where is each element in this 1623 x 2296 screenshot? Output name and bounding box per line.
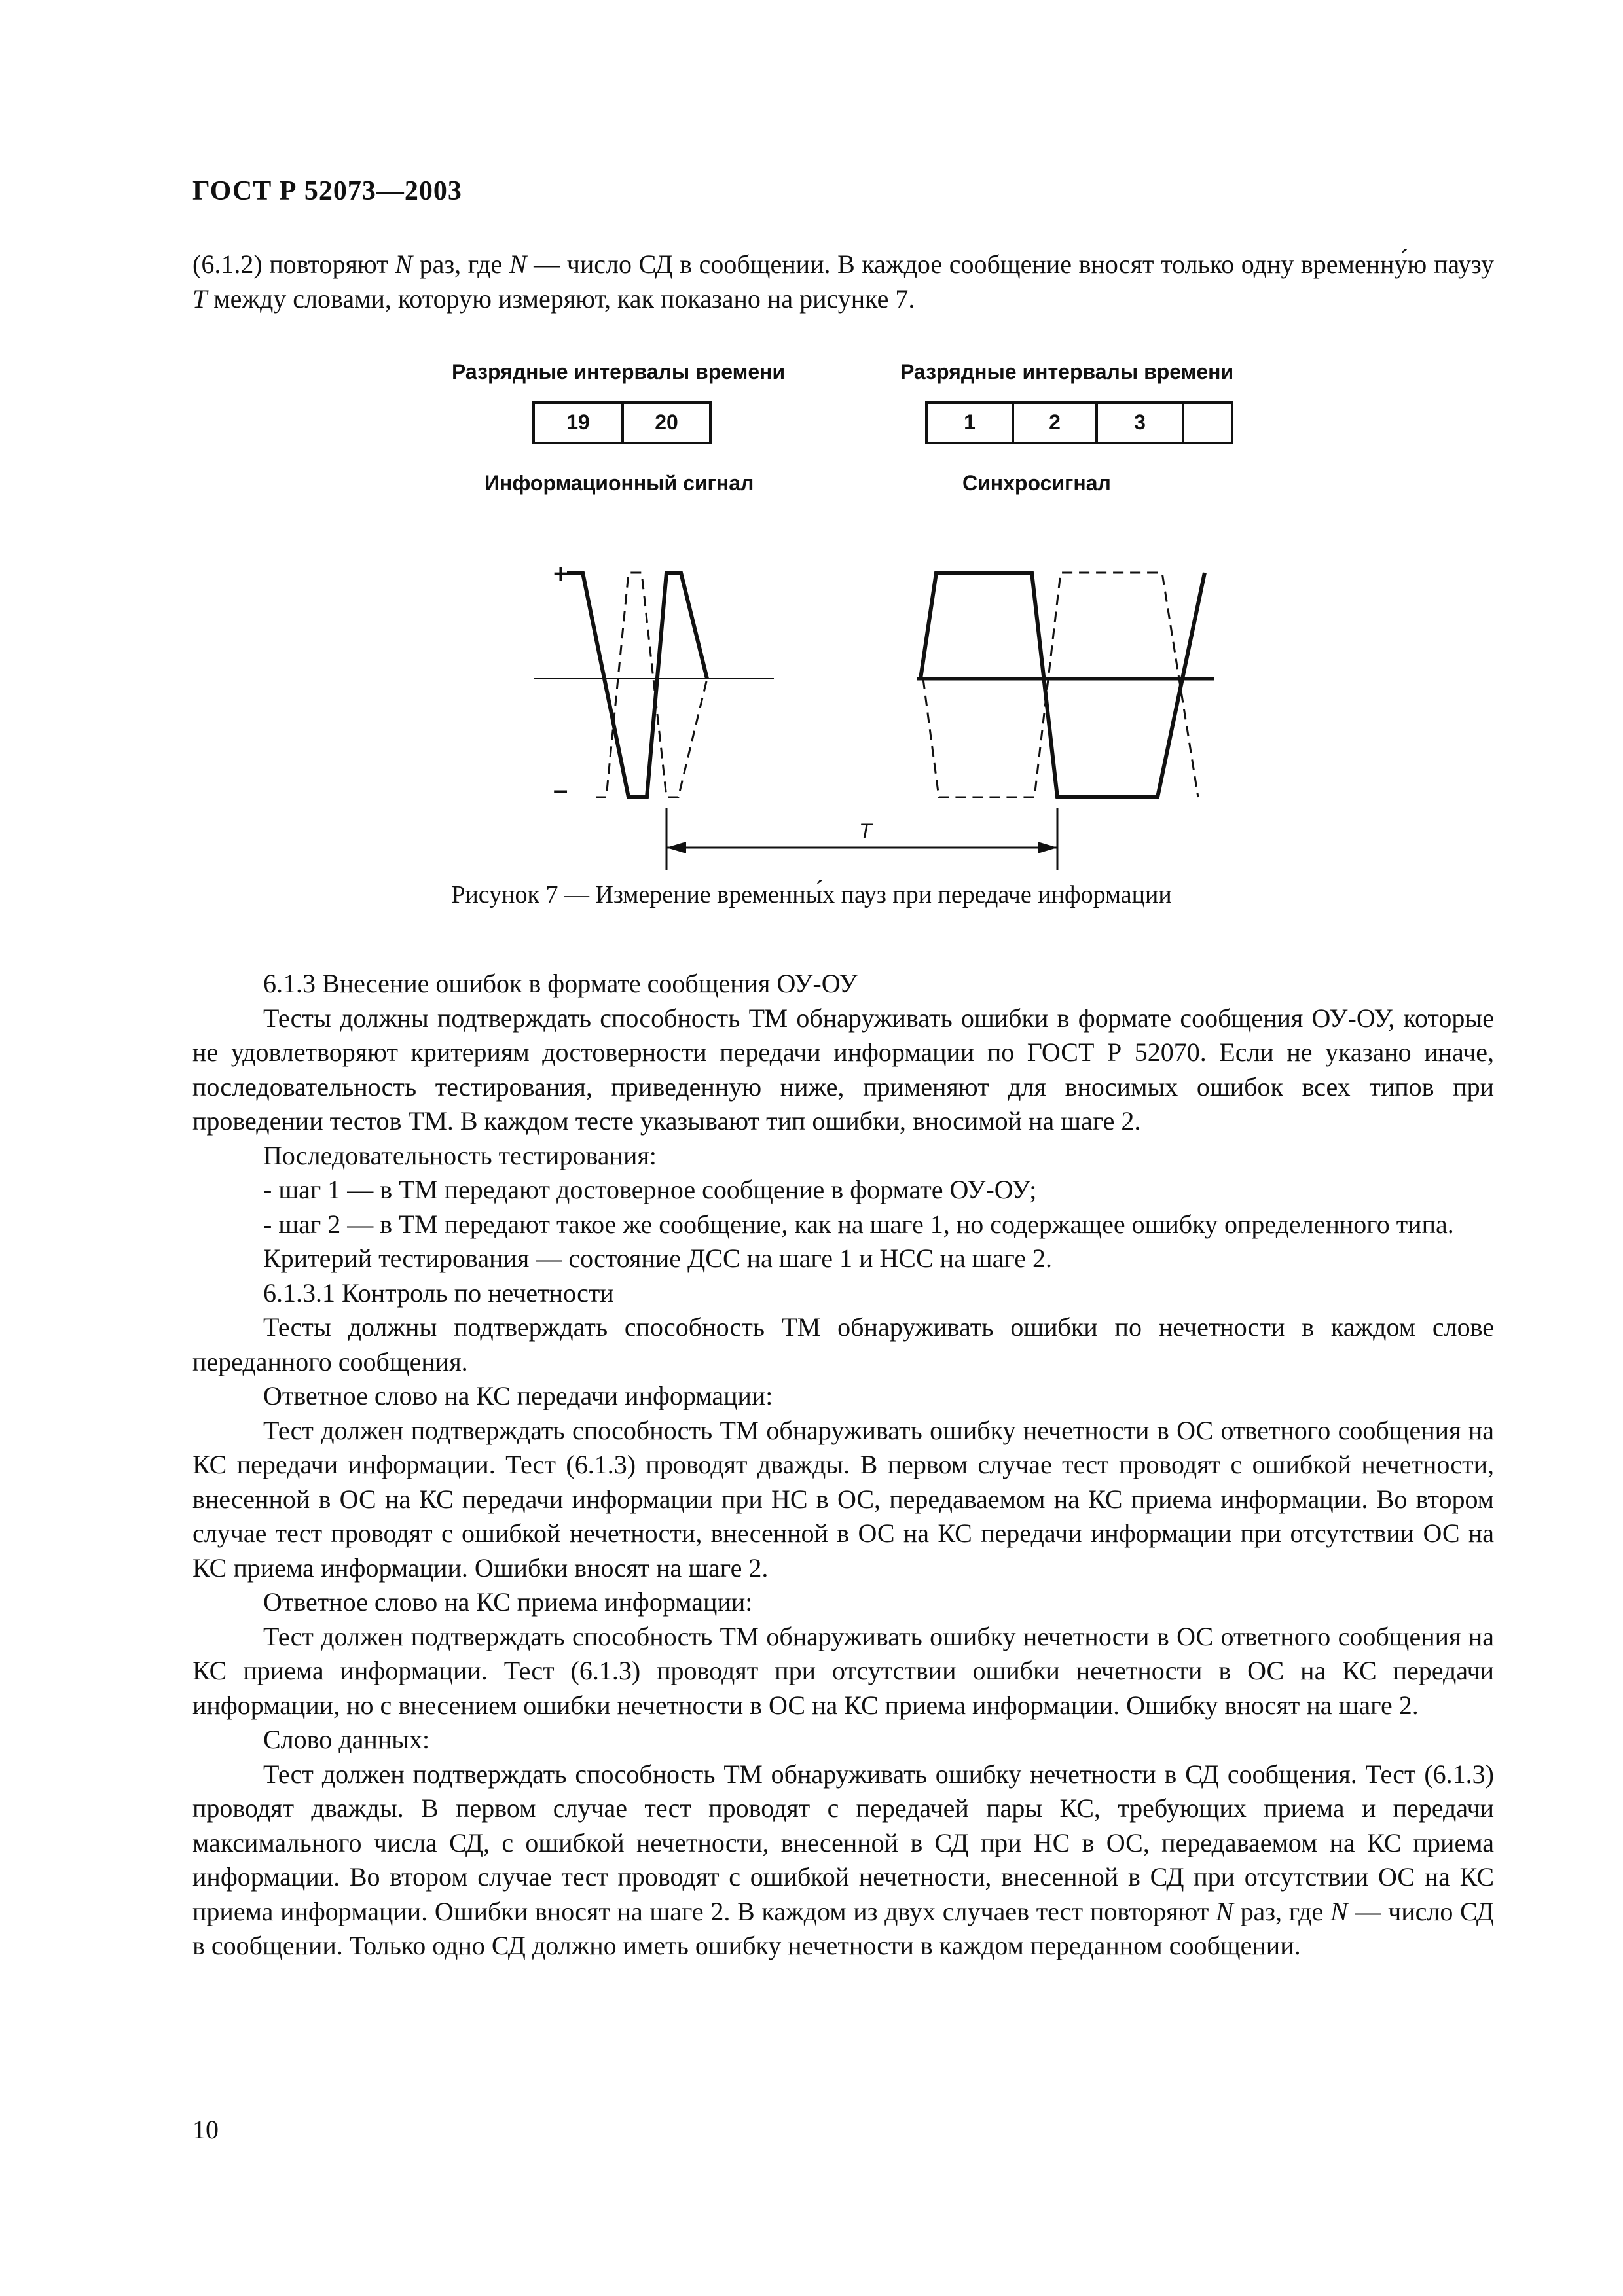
page-number: 10 xyxy=(192,2115,219,2144)
intro-var-n: N xyxy=(395,249,412,279)
cell-1: 1 xyxy=(964,410,976,434)
cell-2: 2 xyxy=(1049,410,1061,434)
paragraph-text: раз, где xyxy=(1233,1896,1330,1926)
sync-signal-dashed xyxy=(923,573,1198,797)
info-signal-solid xyxy=(567,573,707,797)
intro-text: между словами, которую измеряют, как показано на рисунке 7. xyxy=(207,283,915,314)
section-6-1-3 xyxy=(192,967,1494,1964)
paragraph: Последовательность тестирования: xyxy=(263,1140,657,1170)
document-header: ГОСТ Р 52073—2003 xyxy=(192,176,462,206)
plus-sign: + xyxy=(553,560,569,588)
t-label: T xyxy=(859,819,872,843)
left-heading: Разрядные интервалы времени xyxy=(452,360,786,384)
paragraph xyxy=(192,1757,1494,1964)
var-n: N xyxy=(1330,1896,1348,1926)
left-signal-label: Информационный сигнал xyxy=(484,471,754,495)
paragraph: Тест должен подтверждать способность ТМ обнаруживать ошибку нечетности в ОС ответного сообщения на КС приема информации. Тест (6.1.3) проводят при отсутствии ошибки нечетности в ОС на КС передачи информации, но с внесением ошибки нечетности в ОС на КС приема информации. Ошибку вносят на шаге 2. xyxy=(192,1621,1494,1720)
minus-sign: – xyxy=(553,776,568,804)
intro-text: раз, где xyxy=(412,249,509,279)
intro-var-n: N xyxy=(509,249,527,279)
list-item: - шаг 1 — в ТМ передают достоверное сообщение в формате ОУ-ОУ; xyxy=(263,1175,1037,1204)
cell-19: 19 xyxy=(566,410,590,434)
paragraph: Ответное слово на КС передачи информации: xyxy=(263,1381,773,1410)
cell-3: 3 xyxy=(1134,410,1146,434)
paragraph-text: — число СД в сообщении. Только одно СД должно иметь ошибку нечетности в каждом переданном сообщении. xyxy=(192,1896,1494,1960)
t-arrow-right xyxy=(1038,842,1057,853)
sync-signal-solid xyxy=(921,573,1205,797)
intro-text: — число СД в сообщении. В каждое сообщение вносят только одну временну́ю паузу xyxy=(526,249,1495,279)
paragraph-text: Тест должен подтверждать способность ТМ обнаруживать ошибку нечетности в СД сообщения. Тест (6.1.3) проводят дважды. В первом случае тест проводят с передачей пары КС, требующих приема и передачи максимального числа СД, с ошибкой нечетности, внесенной в СД при НС в ОС, передаваемом на КС приема информации. Во втором случае тест проводят с ошибкой нечетности, внесенной в СД при отсутствии ОС на КС приема информации. Ошибки вносят на шаге 2. В каждом из двух случаев тест повторяют xyxy=(192,1759,1494,1926)
paragraph: Слово данных: xyxy=(263,1725,430,1754)
cell-4-box xyxy=(1183,403,1232,443)
intro-text: (6.1.2) повторяют xyxy=(192,249,395,279)
intro-paragraph xyxy=(192,247,1494,316)
list-item: - шаг 2 — в ТМ передают такое же сообщение, как на шаге 1, но содержащее ошибку определенного типа. xyxy=(263,1209,1454,1239)
figure-caption: Рисунок 7 — Измерение временны́х пауз при передаче информации xyxy=(451,881,1172,908)
cell-20: 20 xyxy=(655,410,678,434)
paragraph: Тест должен подтверждать способность ТМ обнаруживать ошибку нечетности в ОС ответного сообщения на КС передачи информации. Тест (6.1.3) проводят дважды. В первом случае тест проводят с ошибкой нечетности, внесенной в ОС на КС передачи информации при НС в ОС, передаваемом на КС приема информации. Во втором случае тест проводят с ошибкой нечетности, внесенной в ОС на КС передачи информации при отсутствии ОС на КС приема информации. Ошибки вносят на шаге 2. xyxy=(192,1415,1494,1583)
var-n: N xyxy=(1216,1896,1233,1926)
subsection-heading: 6.1.3.1 Контроль по нечетности xyxy=(263,1278,614,1308)
right-signal-label: Синхросигнал xyxy=(962,471,1111,495)
paragraph: Тесты должны подтверждать способность ТМ обнаруживать ошибки в формате сообщения ОУ-ОУ, которые не удовлетворяют критериям достоверности передачи информации по ГОСТ Р 52070. Если не указано иначе, последовательность тестирования, приведенную ниже, применяют для вносимых ошибок всех типов при проведении тестов ТМ. В каждом тесте указывают тип ошибки, вносимой на шаге 2. xyxy=(192,1003,1494,1136)
figure-7 xyxy=(393,347,1309,884)
section-heading: 6.1.3 Внесение ошибок в формате сообщения ОУ-ОУ xyxy=(263,969,858,998)
intro-var-t: T xyxy=(192,283,208,314)
paragraph: Ответное слово на КС приема информации: xyxy=(263,1587,753,1617)
paragraph: Тесты должны подтверждать способность ТМ обнаруживать ошибки по нечетности в каждом слове переданного сообщения. xyxy=(192,1312,1494,1376)
right-heading: Разрядные интервалы времени xyxy=(900,360,1234,384)
t-arrow-left xyxy=(666,842,686,853)
paragraph: Критерий тестирования — состояние ДСС на шаге 1 и НСС на шаге 2. xyxy=(263,1244,1052,1273)
